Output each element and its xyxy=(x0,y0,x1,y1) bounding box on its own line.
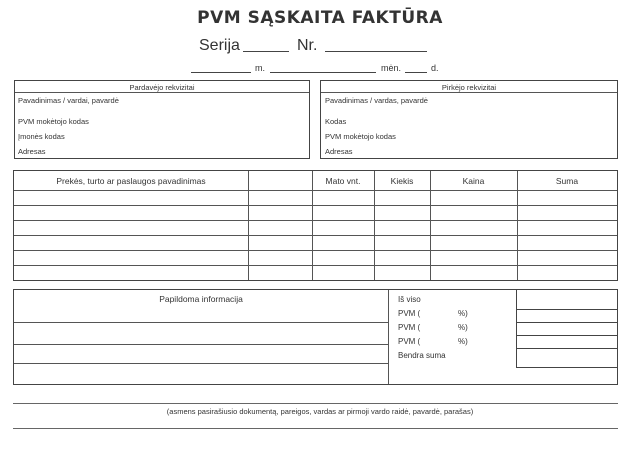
table-row xyxy=(14,235,617,236)
vat-percent-2: %) xyxy=(458,323,468,332)
seller-name-label: Pavadinimas / vardai, pavardė xyxy=(18,96,119,105)
year-field[interactable] xyxy=(191,72,251,73)
additional-info-title: Papildoma informacija xyxy=(159,294,243,304)
buyer-vat-label: PVM mokėtojo kodas xyxy=(325,132,396,141)
vat-label-3: PVM ( xyxy=(398,337,421,346)
signature-line-2[interactable] xyxy=(13,428,618,429)
col-divider xyxy=(430,171,431,280)
additional-info-line[interactable] xyxy=(14,322,388,323)
col-divider xyxy=(312,171,313,280)
vat-label-1: PVM ( xyxy=(398,309,421,318)
vat-percent-1: %) xyxy=(458,309,468,318)
serija-field[interactable] xyxy=(243,51,289,52)
table-row xyxy=(14,190,617,191)
vat-value-cell-3[interactable] xyxy=(516,335,617,349)
col-header-quantity: Kiekis xyxy=(390,176,414,186)
vat-percent-3: %) xyxy=(458,337,468,346)
vat-label-2: PVM ( xyxy=(398,323,421,332)
signature-caption: (asmens pasirašiusio dokumentą, pareigos, vardas ar pirmoji vardo raidė, pavardė, parašas) xyxy=(166,407,474,416)
table-row xyxy=(14,250,617,251)
col-divider xyxy=(248,171,249,280)
table-row xyxy=(14,220,617,221)
buyer-address-label: Adresas xyxy=(325,147,353,156)
items-table xyxy=(13,170,618,281)
additional-info-line[interactable] xyxy=(14,363,388,364)
additional-info-box xyxy=(13,289,618,385)
total-value-cell[interactable] xyxy=(516,290,617,310)
buyer-title: Pirkėjo rekvizitai xyxy=(441,83,497,92)
seller-address-label: Adresas xyxy=(18,147,46,156)
day-field[interactable] xyxy=(405,72,427,73)
col-header-unit: Mato vnt. xyxy=(325,176,361,186)
col-header-price: Kaina xyxy=(462,176,485,186)
seller-title: Pardavėjo rekvizitai xyxy=(129,83,195,92)
nr-label: Nr. xyxy=(297,37,318,54)
seller-company-code-label: Įmonės kodas xyxy=(18,132,65,141)
serija-label: Serija xyxy=(199,37,240,54)
col-divider xyxy=(374,171,375,280)
col-header-name: Prekės, turto ar paslaugos pavadinimas xyxy=(56,176,206,186)
total-label: Iš viso xyxy=(398,295,421,304)
signature-line[interactable] xyxy=(13,403,618,404)
day-suffix: d. xyxy=(431,63,439,73)
month-suffix: mėn. xyxy=(381,63,402,73)
buyer-divider xyxy=(321,92,617,93)
grand-total-label: Bendra suma xyxy=(398,351,446,360)
buyer-code-label: Kodas xyxy=(325,117,347,126)
col-divider xyxy=(517,171,518,280)
vat-value-cell-1[interactable] xyxy=(516,309,617,323)
table-row xyxy=(14,265,617,266)
year-suffix: m. xyxy=(255,63,265,73)
additional-info-line[interactable] xyxy=(14,344,388,345)
nr-field[interactable] xyxy=(325,51,427,52)
grand-total-value-cell[interactable] xyxy=(516,348,617,368)
seller-vat-label: PVM mokėtojo kodas xyxy=(18,117,89,126)
month-field[interactable] xyxy=(270,72,376,73)
buyer-box xyxy=(320,80,618,159)
table-row xyxy=(14,205,617,206)
seller-box xyxy=(14,80,310,159)
vat-value-cell-2[interactable] xyxy=(516,322,617,336)
col-header-sum: Suma xyxy=(555,176,579,186)
buyer-name-label: Pavadinimas / vardas, pavardė xyxy=(325,96,428,105)
invoice-title: PVM SĄSKAITA FAKTŪRA xyxy=(197,8,443,28)
seller-divider xyxy=(15,92,309,93)
totals-divider xyxy=(388,290,389,384)
